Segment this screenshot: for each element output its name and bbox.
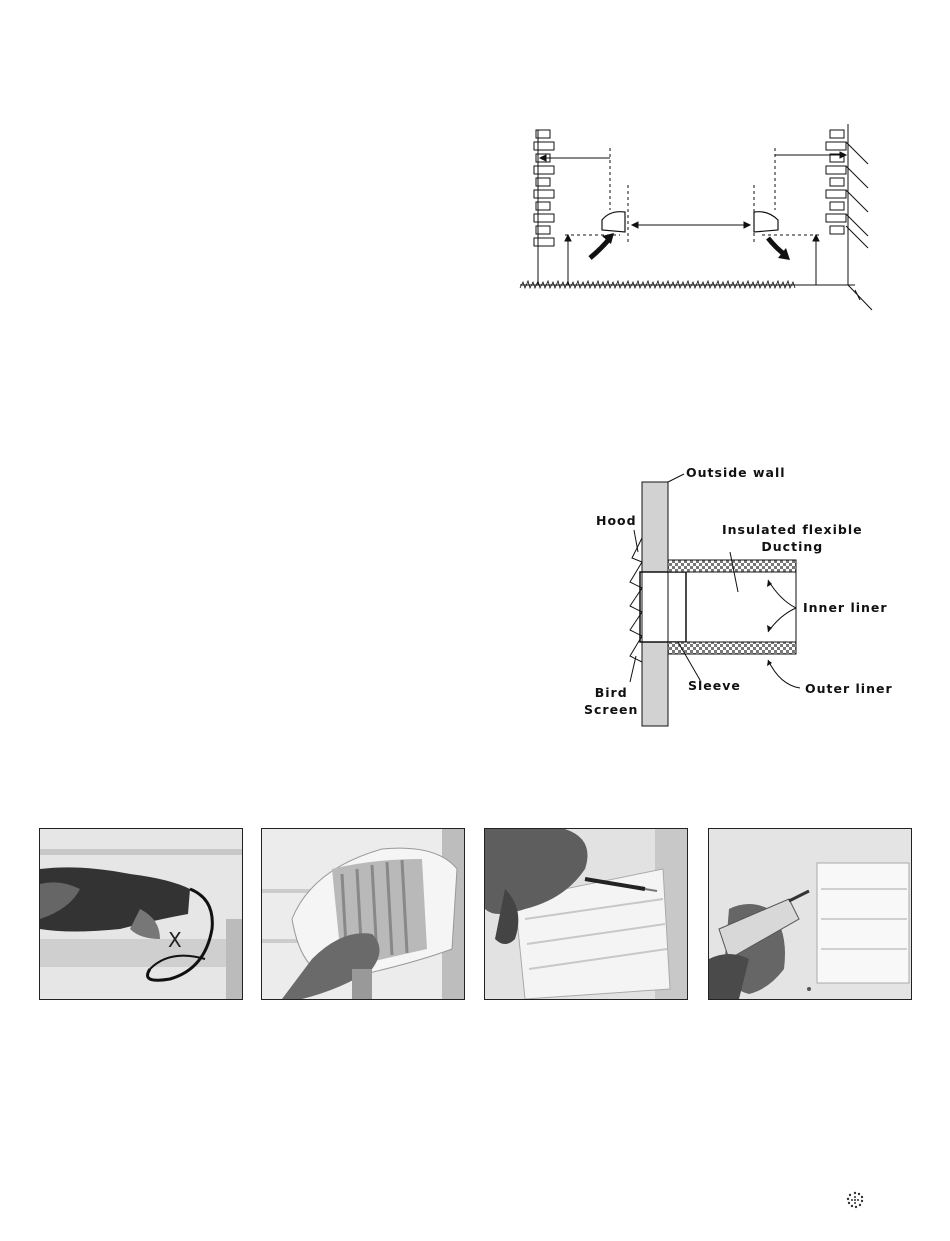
intake-arrow-icon [590, 238, 610, 258]
hand-saw-cutting-wall-photo [40, 829, 242, 999]
label-outside-wall: Outside wall [686, 465, 786, 480]
caulking-hood-edge-photo [485, 829, 687, 999]
exhaust-vent-icon [754, 212, 778, 232]
label-bird-line2: Screen [584, 701, 639, 717]
right-house-siding [826, 130, 868, 248]
label-hood: Hood [596, 513, 637, 528]
label-outer-liner: Outer liner [805, 681, 893, 696]
label-insulated-line2: Ducting [761, 538, 824, 554]
exhaust-arrow-icon [768, 238, 784, 254]
photo-cutting-wall [39, 828, 243, 1000]
duct-wrapped-insulation-photo [262, 829, 464, 999]
svg-text:X: X [168, 928, 182, 952]
label-bird-line1: Bird [594, 685, 628, 700]
label-insulated-ducting [722, 522, 863, 556]
photo-caulk-gun [708, 828, 912, 1000]
logo-dot-mark-icon [845, 1190, 865, 1210]
label-sleeve: Sleeve [688, 678, 741, 693]
label-insulated-line1: Insulated flexible [722, 522, 863, 537]
caulk-gun-hood-photo [709, 829, 911, 999]
label-inner-liner: Inner liner [803, 600, 888, 615]
photo-caulking-hood [484, 828, 688, 1000]
intake-vent-icon [602, 212, 625, 232]
label-bird-screen [584, 685, 638, 719]
photo-wrapping-duct [261, 828, 465, 1000]
left-house-siding [534, 130, 554, 246]
vent-spacing-diagram [510, 120, 890, 320]
